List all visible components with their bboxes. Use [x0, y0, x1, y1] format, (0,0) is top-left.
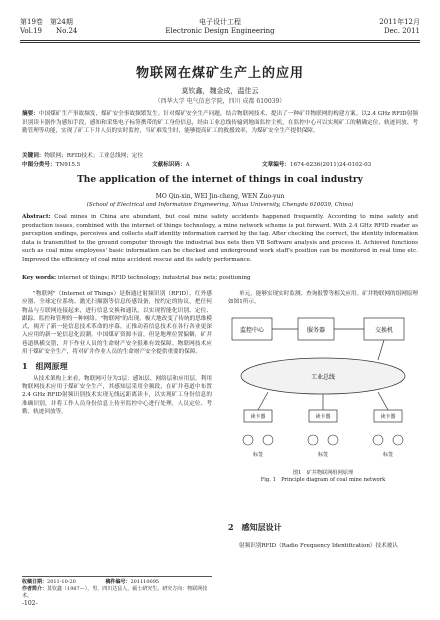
abstract-en: [22, 213, 418, 265]
classification-row: [22, 160, 418, 170]
tag-icon: [373, 435, 383, 445]
right-column-intro: [228, 290, 418, 307]
received-date: [22, 579, 90, 586]
abstract-en-label: Abstract:: [22, 214, 51, 220]
authors-cn: 莫钦鑫，魏金成，温佳云: [181, 87, 259, 95]
tag-label: 标签: [252, 452, 264, 458]
bio-label: 作者简介：: [22, 586, 48, 592]
abstract-cn-label: 摘要：: [22, 111, 39, 117]
manuscript-value: 201110095: [130, 579, 160, 585]
journal-cn: 电子设计工程: [199, 18, 241, 26]
footnote: [22, 579, 212, 600]
journal-name: [20, 18, 420, 36]
page-number: -102-: [22, 600, 38, 607]
abstract-cn-text: 中国煤矿生产事故频发，煤矿安全事故频繁发生。针对煤矿安全生产问题，结合物联网技术，提出了一种矿井物联网的构建方案。以2.4 GHz RFID射频识别读卡器作为感知手段，感知和采集电子标签携带的矿工身份信息，经由工业总线传输到地面监控主机，在监控中心可以实现矿工的精确定位、轨迹回放、考勤管理等功能，实现了矿工下井人员的实时监控，当矿难发生时，能够提高矿工的救援效率，为煤矿安全生产提供保障。: [22, 111, 418, 135]
section-2-paragraph: 射频识别RFID（Radio Frequency Identification）技术被认: [239, 543, 398, 549]
reader-group: [244, 392, 402, 422]
keywords-en: [22, 275, 418, 281]
date-en: Dec. 2011: [384, 27, 420, 35]
affiliation-cn: （西华大学 电气信息学院，四川 成都 610039）: [154, 98, 286, 105]
keywords-cn-text: 物联网；RFID技术；工业总线网；定位: [44, 153, 144, 159]
abstract-cn: [22, 110, 418, 136]
date-cn: 2011年12月: [379, 18, 420, 26]
tag-label: 标签: [382, 452, 394, 458]
tag-icon: [243, 435, 253, 445]
link-line: [378, 392, 388, 410]
article-number: [262, 160, 371, 168]
article-label: 文章编号：: [262, 162, 290, 168]
figure-caption-cn: 图1 矿井物联网组网原理: [292, 470, 354, 476]
tag-icon: [263, 435, 273, 445]
authors-en: MO Qin-xin, WEI Jin-cheng, WEN Zuo-yun: [155, 193, 285, 200]
bus-label: 工业总线: [310, 374, 336, 381]
journal-en: Electronic Design Engineering: [165, 27, 275, 35]
abstract-en-text: Coal mines in China are abundant, but coal mine safety accidents happened frequently. According to mine safety and production issues, combined with the internet of things technology, a mine network scheme is put forward. With 2.4 GHz RFID reader as perception endings, perceives and collects staff identity information carried by the tag. After checking the correct, the identity information data is transmitted to the ground computer through the industrial bus nets then VB Software analysis and process it. Achieved functions such as coal mine employees' basic information can be checked and underground work staff's position can be monitored in real time etc. Improved the efficiency of coal mine accident rescue and its safety performance.: [22, 214, 418, 263]
doc-value: A: [185, 162, 190, 168]
article-value: 1674-6236(2011)24-0102-03: [289, 162, 372, 168]
tag-icon: [328, 435, 338, 445]
received-label: 收稿日期：: [22, 579, 48, 585]
network-diagram: [228, 314, 418, 466]
author-bio: [22, 586, 212, 600]
reader-label: 读卡器: [315, 414, 331, 420]
figure-caption-en: Fig. 1 Principle diagram of coal mine network: [260, 477, 386, 483]
left-column: [22, 290, 212, 416]
manuscript-number: [105, 579, 173, 586]
tag-icon: [308, 435, 318, 445]
keywords-cn-label: 关键词：: [22, 153, 45, 159]
keywords-en-text: internet of things; RFID technology; industrial bus nets; positioning: [57, 275, 251, 281]
right-intro-paragraph: 单元，能够实现实时监测、查询报警等相关应用。矿井物联网的组网原理如图1所示。: [228, 291, 419, 306]
server-label: 服务器: [306, 327, 326, 334]
issue-date: [379, 18, 420, 36]
doc-code: [152, 160, 190, 168]
keywords-en-label: Key words:: [22, 275, 57, 281]
paper-title-cn: 物联网在煤矿生产上的应用: [135, 66, 304, 81]
header-rule-2: [20, 42, 420, 43]
doc-label: 文献标识码：: [152, 162, 186, 168]
volume-en: Vol.19 No.24: [20, 27, 78, 35]
tag-icon: [393, 435, 403, 445]
tag-group: [243, 435, 403, 458]
tag-label: 标签: [317, 452, 329, 458]
link-line: [258, 392, 268, 410]
affiliation-en: (School of Electrical and Information Engineering, Xihua University, Chengdu 610039, China): [86, 202, 354, 208]
section-1-heading: 1 组网原理: [22, 361, 68, 372]
manuscript-label: 稿件编号：: [105, 579, 131, 585]
switch-label: 交换机: [374, 327, 394, 334]
received-value: 2011-10-20: [47, 579, 76, 585]
clc-number: [22, 160, 80, 168]
intro-paragraph: "物联网"（Internet of Things）是指通过射频识别（RFID）、红外感应器、全球定位系统、激光扫描器等信息传感设备，按约定的协议，把任何物品与互联网连接起来，进行信息交换和通讯，以实现智能化识别、定位、跟踪、监控和管理的一种网络。"物联网"的出现，极大地改变了传统的思维模式，揭开了新一轮信息技术革命的序幕，正推动着信息技术在各行各业更深入应用的新一轮信息化浪潮。中国煤矿资源丰富，但是地理位置偏僻，矿井巷道纵横交错，井下作业人员的生命财产安全很难有效保障。物联网技术应用于煤矿安全生产，将对矿井作业人员的生命财产安全提供重要的保障。: [22, 291, 212, 356]
reader-label: 读卡器: [380, 414, 396, 420]
keywords-cn: [22, 151, 418, 159]
link-line: [378, 340, 384, 360]
section-2-heading: 2 感知层设计: [228, 522, 282, 532]
clc-value: TN915.5: [55, 162, 81, 168]
monitor-label: 监控中心: [239, 327, 265, 334]
footnote-dates: [22, 579, 212, 586]
figure-1: [228, 314, 418, 482]
footnote-rule: [22, 576, 212, 577]
section-1-paragraph: 从技术架构上来看，物联网可分为3层：感知层、网络层和应用层。利用物联网技术应用于煤矿安全生产，其感知层采用全频段，在矿井巷道中布置2.4 GHz RFID射频识别技术实现无线远距离读卡，以实现矿工身份信息的准确识别，并将工作人员身份信息上传至监控中心进行处理，人员定位、考勤、轨迹回放等。: [22, 375, 212, 415]
clc-label: 中图分类号：: [22, 162, 56, 168]
paper-title-en: The application of the internet of things in coal industry: [77, 175, 363, 185]
running-header: [20, 18, 420, 40]
reader-label: 读卡器: [250, 414, 266, 420]
bio-text: 莫钦鑫（1987—），男，四川达县人，硕士研究生。研究方向：物联网技术。: [22, 586, 208, 599]
header-rule: [20, 40, 420, 41]
volume-cn: 第19卷 第24期: [20, 18, 73, 26]
